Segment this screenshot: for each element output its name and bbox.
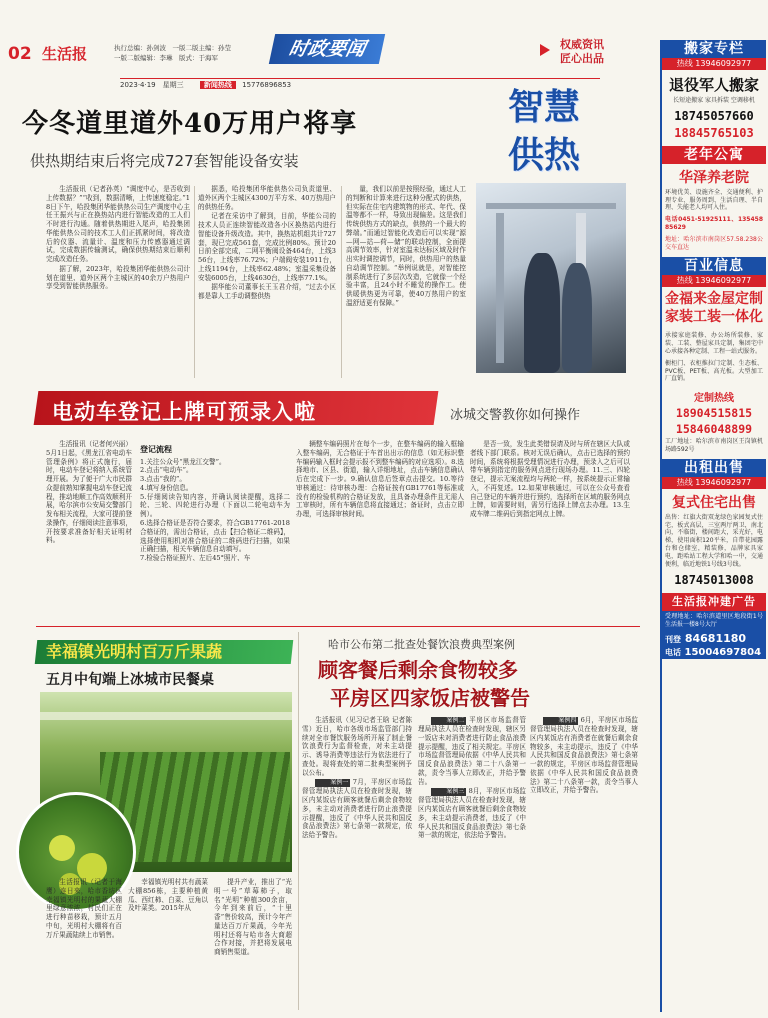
slogan-line: 权威资讯 [560, 38, 604, 51]
greenhouse-frame [40, 712, 292, 720]
paragraph: 提升产业，推出了“光明一号”草莓柿子，取名“光明”种植300余亩，今年到来前后，“十里香”售价较高，预计今年产量达百万斤果蔬，今年光明村还将与哈市各大商超合作对接，并把将发展电商销售渠道。 [214, 878, 292, 957]
heating-column-3 [346, 185, 466, 381]
ad-hundred-phone: 18904515815 [675, 406, 753, 421]
heating-column-2 [198, 185, 336, 381]
ad-moving-hotline: 热线 13946092977 [662, 58, 766, 70]
column-divider [341, 186, 342, 378]
paragraph: 生活报讯（见习记者王晗 记者陈雪）近日，哈市各级市场监管部门持续对全市餐饮服务场所开展了制止餐饮浪费行为监督检查，对未主动提示、诱导消费等违法行为依法进行了查处。现将查处的第二批典型案例予以公布。 [302, 716, 412, 777]
paragraph: 生活报讯（记者于海鹰）连日来，哈市香坊区幸福镇光明村的果蔬大棚里绿意浓浓，村民们正在进行种苗移栽，预计五月中旬，光明村大棚将有百万斤果蔬陆续上市销售。 [46, 878, 122, 939]
step-item: 1.关注公众号“黑龙江交警”。 [140, 457, 226, 466]
slogan-arrow-icon [540, 44, 550, 56]
subheadline-heating: 供热期结束后将完成727套智能设备安装 [30, 152, 299, 170]
heating-photo [476, 183, 626, 373]
ad-bottom-phone-label: 电话 [665, 647, 681, 657]
ebike-column-1 [46, 440, 132, 616]
case-paragraph [418, 787, 526, 840]
food-kicker: 哈市公布第二批查处餐饮浪费典型案例 [328, 638, 515, 651]
paragraph: 量，我们以前是按照经验，通过人工的判断和计算来进行这种分配式的供热，但实际在住宅内建筑物的形式、年代、保温等都不一样，导致出现偏差。这是我们传统供热方式的缺点，供热的一个最大的弊端。”而通过智能化改造后可以实现“源—网—站—荷—储”的联动控制，全面提高调节效率，针对室温未达标区域及时作出实时调控调节，同时，供热用户的热量自动调节控制。“举例说就是，对智能控制系统进行了多层次改造，它就像一个经验丰富，且24小时不睡觉的操作工。使供暖供热更为可靠，使40万热用户的室温舒适更有保障。” [346, 185, 466, 307]
ad-moving-phone: 18845765103 [674, 125, 754, 140]
step-item: 4.填写身份信息。 [140, 483, 193, 492]
ad-bottom-phone-row [662, 631, 766, 646]
ad-elder-phone: 电话0451-51925111、13545885629 [665, 216, 763, 231]
ad-elder-desc: 环境优美、设施齐全、交通便利、护理专业、服务周到、生活自理、半自理、失能老人均可入住。 [665, 188, 763, 212]
photo-pipe [496, 213, 504, 363]
headline-heating: 今冬道里道外40万用户将享 [22, 109, 358, 139]
heating-column-1 [46, 185, 190, 381]
step-item: 6.选择合格证是否符合要求，符合GB17761-2018合格证的，需出合格证，点击【扫合格证二维码】，选择使用相机对准合格证的二维码进行扫描，如果正确扫描，相关车辆信息自动填写。 [140, 518, 290, 554]
editors-line: 执行总编：孙剑波 一版二版主编：孙莹 [114, 44, 231, 52]
ad-elder-head: 老年公寓 [662, 146, 766, 164]
ad-sale-phone: 18745013008 [674, 573, 754, 588]
ad-moving-name: 退役军人搬家 [668, 76, 759, 94]
section-title: 时政要闻 [269, 34, 385, 64]
hotline-label: 新闻热线 [200, 81, 236, 89]
ad-bottom-phone: 15004697804 [684, 646, 762, 658]
headline-ebike: 电动车登记上牌可预录入啦 [52, 400, 316, 424]
steps-title: 登记流程 [140, 444, 172, 454]
case-tag: 案例四 [543, 717, 578, 725]
ad-hundred-hotline: 热线 13946092977 [662, 275, 766, 287]
step-item: 7.检验合格证照片、左后45°照片、车 [140, 554, 251, 563]
hotline-number: 15776896853 [242, 81, 292, 89]
ad-moving-phone: 18745057660 [674, 108, 754, 123]
case-tag: 案例二 [431, 717, 466, 725]
case-paragraph [302, 778, 412, 840]
heating-tag: 智慧供热 [507, 87, 580, 176]
paragraph: 是否一致，发生此类错误请及时与所在辖区大队或者线下部门联系。核对无误后确认，点击已选择的预约时间，系统将根据受理情况进行办理，预录入之后可以带车辆到指定的服务网点进行现场办理。11.三、四轮登记，提示无案流程均与两轮一样，按系统提示正常输入，不再复述。12.如果审核通过，可以在公众号查看自己登记的车辆并进行预约，选择所在区域的服务网点上牌，如需要时则，需另行选择上牌点去办理。13.生成车牌二维码后到指定网点上牌。 [470, 440, 630, 519]
ad-bottom-phone: 84681180 [684, 631, 747, 645]
photo-worker [524, 253, 560, 373]
ad-elder-name: 华泽养老院 [679, 169, 749, 186]
column-divider [194, 186, 195, 378]
ad-moving-desc: 长短途搬家 家具拆装 空调移机 [673, 97, 755, 104]
slogan-line: 匠心出品 [560, 52, 604, 66]
paragraph: 据华能公司董事长王玉君介绍，“过去小区都是靠人工手动调整供热 [198, 283, 336, 301]
case-text: 7月，平房区市场监督管理局执法人员在检查时发现，辖区内某饭店有顾客就餐后剩余食物较多，未主动对消费者进行防止浪费提示提醒，违反了《中华人民共和国反食品浪费法》第七条第一款规定，依法给予警告。 [302, 778, 412, 840]
ad-hundred-address: 工厂地址：哈尔滨市南岗区王岗镇机场路592号 [665, 438, 763, 453]
ad-bottom-phone-row [662, 646, 766, 659]
photo-pipe [486, 203, 616, 209]
step-item: 5.仔细阅读告知内容，并确认阅读提醒，选择二轮、三轮、四轮进行办理（下面以二轮电动车为例）。 [140, 492, 290, 519]
ad-column [660, 40, 766, 1012]
tomato-fruit [49, 835, 75, 861]
tomato-banner: 幸福镇光明村百万斤果蔬 [46, 642, 223, 661]
ad-sale-hotline: 热线 13946092977 [662, 477, 766, 489]
headline-tomato: 五月中旬端上冰城市民餐桌 [46, 672, 214, 688]
ebike-column-4 [470, 440, 630, 616]
editors-credit [114, 43, 274, 63]
newspaper-brand: 生活报 [42, 45, 88, 63]
case-tag: 案例一 [315, 779, 350, 787]
ad-moving-head: 搬家专栏 [662, 40, 766, 58]
subheadline-ebike: 冰城交警教你如何操作 [450, 408, 581, 423]
food-column-2 [418, 716, 526, 1006]
ad-hundred-phone: 15846048899 [675, 422, 753, 437]
ad-hundred-name: 金福来金屋定制家装工装一体化 [665, 291, 763, 325]
tomato-column-3 [214, 878, 292, 1006]
step-item: 3.点击“我的”。 [140, 475, 187, 484]
paragraph: 记者在采访中了解到，目前，华能公司的技术人员正连续智能改造各小区换热站内进行智能设备升级改造。其中，换热站机组共计727套，现已完成561套，完成比例80%。预计20日前全部完成，二网平衡阀设备464台，上线356台，上线率76.72%；户端阀安装1911台，上线1194台，上线率62.48%；室温采集设备安装6005台，上线4630台，上线率77.1%。 [198, 212, 336, 282]
food-column-3 [530, 716, 638, 1006]
paragraph: 据了解，2023年，哈投集团华能供热公司计划在道里、道外区两个主城区的40余万户热用户享受到智能供热服务。 [46, 264, 190, 291]
ad-elder-address: 地址：哈尔滨市南岗区57.58.238公交车直达 [665, 235, 763, 251]
case-text: 平房区市场监督管理局执法人员在检查时发现，辖区另一饭店未对消费者进行防止食品浪费提示提醒，违反了相关规定。平房区市场监督管理局依据《中华人民共和国反食品浪费法》第二十八条第一款，责令当事人立即改正，并给予警告。 [418, 716, 526, 786]
food-column-1 [302, 716, 412, 1006]
paragraph: 生活报讯（记者孙英）“调度中心，是否收到上传数据？”“收到，数据清晰，上传速度稳定。”18日下午，哈投集团华能供热公司生产调度中心主任王振兴与正在换热站内进行智能改造的工人们不时进行沟通。随着供热期进入尾声，哈投集团华能供热公司的技术工人们正抓紧时间，将改造后的仪器、流量计、温度和压力传感器通过调试，完成数据传输测试，确保供热期结束后顺利完成改造任务。 [46, 185, 190, 264]
case-paragraph [530, 716, 638, 795]
ebike-column-3 [296, 440, 464, 616]
ad-hundred-head: 百业信息 [662, 257, 766, 275]
photo-worker [562, 263, 592, 373]
ad-hundred-factory: 橱柜门、衣柜推拉门定制、生态板、PVC板、PET板、高光板。大型加工厂直销。 [665, 359, 763, 383]
ad-sale-desc: 出售：红旗大街双龙绿色家园复式住宅，板式高层，三室两厅两卫，南北向，不临街，楼间距大，采光好，电梯，使用面积120平米，自带花园露台和仓储室，精装修，品牌家具家电，距哈站工程大学和哈一中，交通便利，临近地铁1号线3号线。 [665, 513, 763, 568]
case-text: 8月，平房区市场监督管理局执法人员在检查时发现，辖区内某饭店有顾客就餐后剩余食物较多，未主动提示消费者，违反了《中华人民共和国反食品浪费法》第七条第一款的规定，依法给予警告。 [418, 787, 526, 840]
ad-hundred-phone-label: 定制热线 [694, 393, 734, 405]
case-text: 6月，平房区市场监督管理局执法人员在检查时发现，辖区内某饭店有消费者在就餐后剩余食物较多，未主动提示，违反了《中华人民共和国反食品浪费法》第七条第一款的规定，平房区市场监督管理局依据《中华人民共和国反食品浪费法》第二十八条第一款，责令当事人立即改正，并给予警告。 [530, 716, 638, 795]
section-divider [36, 626, 640, 627]
case-paragraph [418, 716, 526, 786]
ad-bottom-phone-label: 刊登 [665, 634, 681, 644]
ad-sale-name: 复式住宅出售 [672, 494, 756, 511]
slogan [560, 38, 604, 67]
tomato-column-2 [128, 878, 208, 1006]
ad-sale-head: 出租出售 [662, 459, 766, 477]
case-tag: 案例三 [431, 788, 466, 796]
tomato-column-1 [46, 878, 122, 1006]
page-number: 02 [8, 44, 32, 64]
paragraph: 据悉，哈投集团华能供热公司负责道里、道外区两个主城区4300万平方米、40万热用户的供热任务。 [198, 185, 336, 211]
ebike-steps [140, 440, 290, 616]
headline-food-2: 平房区四家饭店被警告 [330, 686, 530, 710]
paragraph: 生活报讯（记者何兴丽）5月1日起，《黑龙江省电动车管理条例》将正式施行，届时，电动车登记将纳入系统管理开展。为了便于广大市民群众提前熟知掌握电动车登记流程，推动地顺工作高效顺利开展，哈尔滨市公安局交警部门发布相关流程，大家可提前登录操作，仔细阅读注意事项，开按要求准备好相关证明材料。 [46, 440, 132, 545]
ad-bottom-desc: 受理地址：哈尔滨道里区地段街1号生活报一楼8号大厅 [662, 611, 766, 631]
paragraph: 幸福镇光明村共有蔬菜大棚856栋，主要种植黄瓜、西红柿、白菜、豆角以及叶菜类。2015年从 [128, 878, 208, 913]
step-item: 2.点击“电动车”。 [140, 466, 193, 475]
paragraph: 辆整车编码照片在每个一步，在整车编码的输入框输入整车编码，无合格证于车首出出示的信息（如无标识整车编码输入框时会提示报不到整车编码的对应选项）。8.选择地市、区县、街道，输入详细地址，点击车辆信息确认后在完成下一步。9.确认信息后签章点击提交。10.等待审核通过：待审核办理：合格证按有GB17761等标准或没有的检验机构的合格证发放，且具备办理条件且无需人工审核时，所有车辆信息将直接通过；备证时，点击立即办理，可选择审核时间。 [296, 440, 464, 519]
headline-food-1: 顾客餐后剩余食物较多 [318, 658, 518, 682]
column-divider [298, 632, 299, 1010]
editors-line: 一版二版编辑：李琳 版式：于海军 [114, 54, 218, 63]
ad-bottom-head: 生活报冲建广告 [662, 593, 766, 611]
ad-hundred-desc: 承接家庭装修、办公场所装修、家装、工装、整屋家具定制，集团宅中心承接各种定制、工程一站式服务。 [665, 332, 763, 355]
issue-date: 2023·4·19 星期三 [120, 81, 184, 89]
